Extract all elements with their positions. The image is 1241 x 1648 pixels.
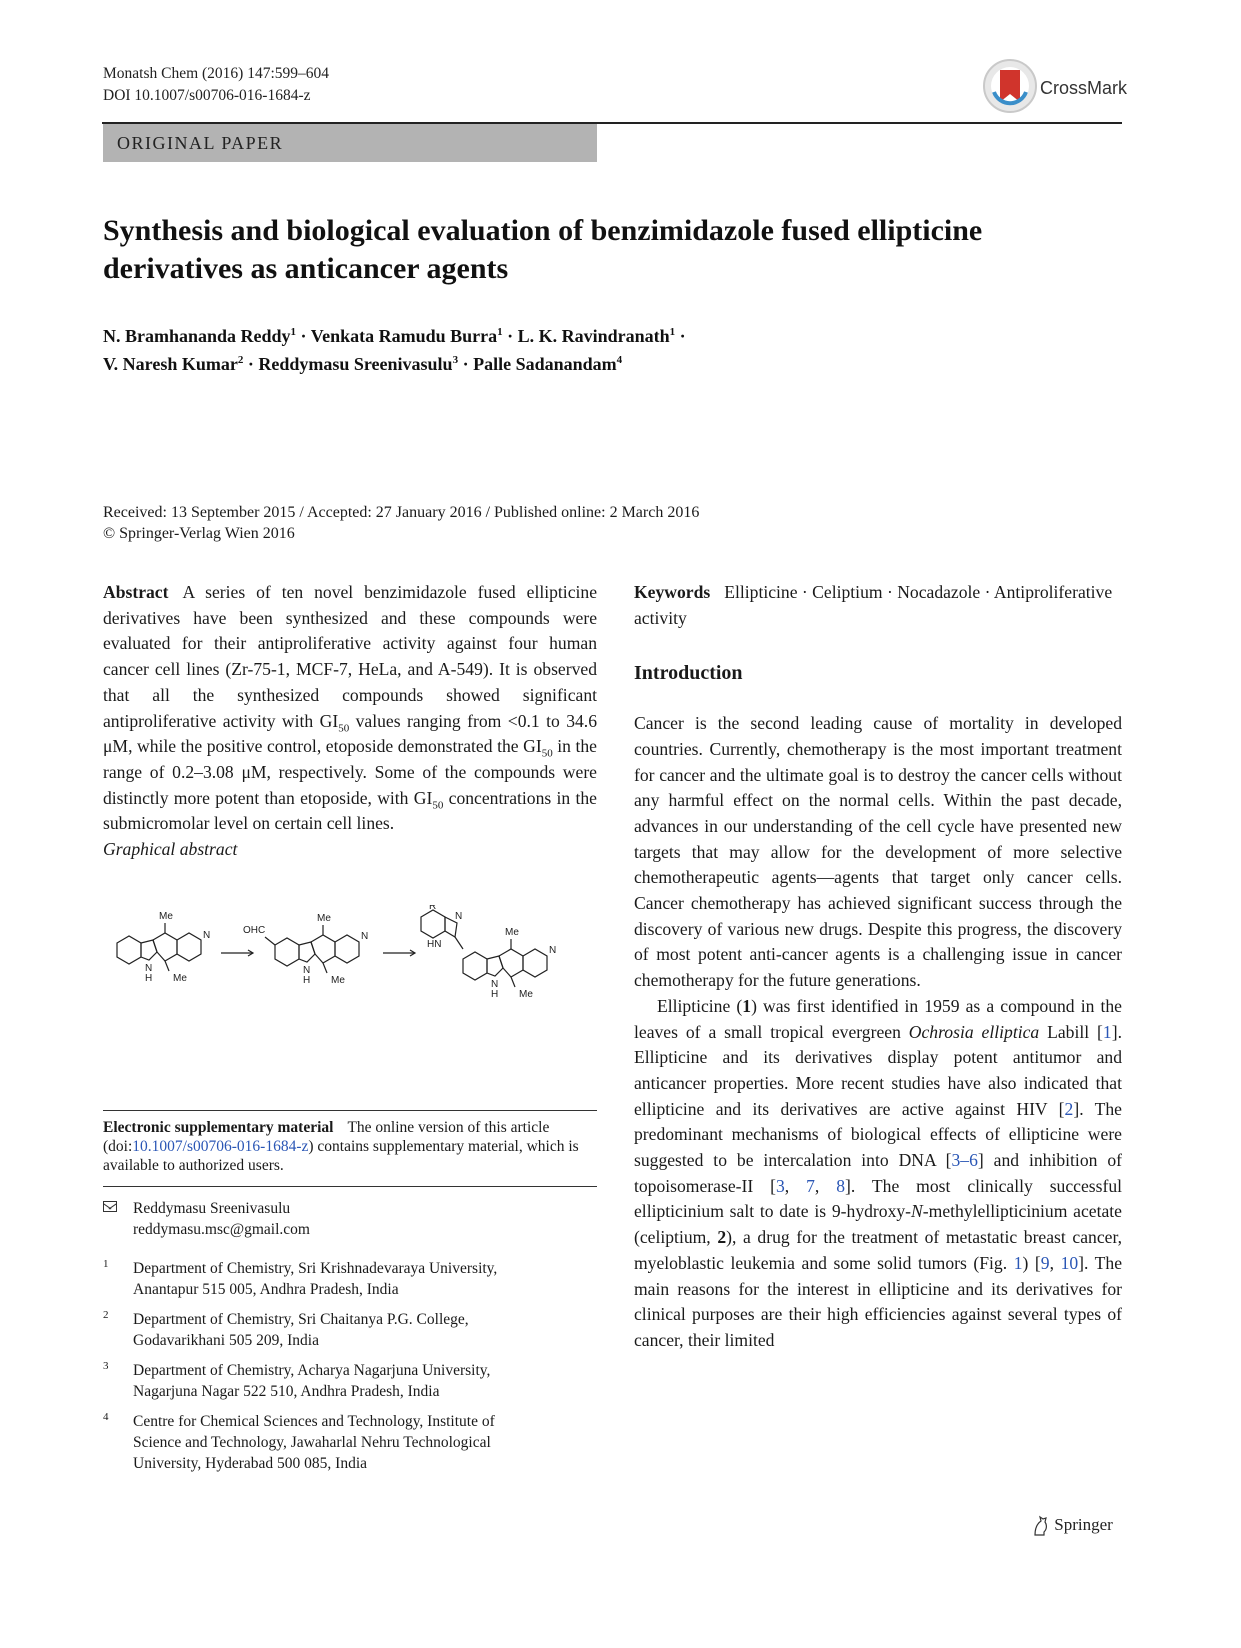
hydrogen-label: H <box>145 973 153 984</box>
footnote-rule <box>103 1186 597 1187</box>
left-column <box>103 580 597 863</box>
corresponding-author-email[interactable]: reddymasu.msc@gmail.com <box>133 1221 310 1238</box>
graphical-abstract-label: Graphical abstract <box>103 839 238 860</box>
citation-link[interactable]: 2 <box>1064 1098 1074 1119</box>
paper-title: Synthesis and biological evaluation of benzimidazole fused ellipticine derivatives as anticancer agents <box>103 214 983 285</box>
esm-label: Electronic supplementary material <box>103 1119 334 1136</box>
author-affiliation-marker: 1 <box>669 326 676 338</box>
author-name[interactable]: N. Bramhananda Reddy <box>103 326 291 346</box>
methyl-label: Me <box>173 973 187 984</box>
journal-citation: Monatsh Chem (2016) 147:599–604 <box>103 65 330 82</box>
publication-dates <box>103 502 1123 544</box>
history-line: Received: 13 September 2015 / Accepted: 27 January 2016 / Published online: 2 March 2016 <box>103 504 700 521</box>
aldehyde-label: OHC <box>243 925 266 936</box>
author-affiliation-marker: 3 <box>452 354 459 366</box>
corresponding-author-name: Reddymasu Sreenivasulu <box>133 1200 291 1217</box>
nitrogen-label: N <box>361 931 369 942</box>
figure-link[interactable]: 1 <box>1013 1252 1023 1273</box>
nh-label: N <box>491 979 499 990</box>
copyright-line: © Springer-Verlag Wien 2016 <box>103 525 295 542</box>
introduction-paragraph: Cancer is the second leading cause of mortality in developed countries. Currently, chemotherapy is the most important treatment for cancer and the ultimate goal is to destroy the cancer cells without any harmful effect on the normal cells. Within the past decade, advances in our understanding of the cell cycle have presented new targets that may allow for the development of more selective chemotherapeutic agents—agents that target only cancer cells. Cancer chemotherapy has achieved significant success through the discovery of various new drugs. Despite this progress, the discovery of most potent anti-cancer agents is a challenging issue in cancer chemotherapy for the future generations. <box>634 713 1122 991</box>
author-name[interactable]: L. K. Ravindranath <box>517 326 670 346</box>
citation-link[interactable]: 3–6 <box>951 1150 978 1171</box>
methyl-label: Me <box>159 911 173 922</box>
hydrogen-label: H <box>491 989 499 1000</box>
publisher-name: Springer <box>1054 1515 1113 1534</box>
r-group-label: R <box>429 905 437 912</box>
citation-link[interactable]: 8 <box>836 1175 846 1196</box>
graphical-abstract-scheme <box>103 905 597 1045</box>
author-name[interactable]: Palle Sadanandam <box>473 354 617 374</box>
envelope-icon <box>103 1201 117 1212</box>
crossmark-badge[interactable] <box>982 58 1142 118</box>
crossmark-icon <box>982 58 1038 114</box>
springer-horse-icon <box>1032 1515 1050 1537</box>
section-label: ORIGINAL PAPER <box>103 124 597 162</box>
abstract-label: Abstract <box>103 582 169 602</box>
introduction-paragraph: Ellipticine (1) was first identified in 1959 as a compound in the leaves of a small tropical evergreen Ochrosia elliptica Labill [1]. Ellipticine and its derivatives display potent antitumor and anticancer properties. More recent studies have also indicated that ellipticine and its derivatives are active against HIV [2]. The predominant mechanisms of biological effects of ellipticine were suggested to be intercalation into DNA [3–6] and inhibition of topoisomerase-II [3, 7, 8]. The most clinically successful ellipticinium salt to date is 9-hydroxy-N-methylellipticinium acetate (celiptium, 2), a drug for the treatment of metastatic breast cancer, myeloblastic leukemia and some solid tumors (Fig. 1) [9, 10]. The main reasons for the interest in ellipticine and its derivatives for clinical purposes are their high efficiencies against several types of cancer, their limited <box>634 995 1123 1350</box>
author-name[interactable]: Reddymasu Sreenivasulu <box>258 354 453 374</box>
methyl-label: Me <box>331 975 345 986</box>
citation-link[interactable]: 9 <box>1040 1252 1050 1273</box>
right-column <box>634 580 1122 1354</box>
author-affiliation-marker: 4 <box>616 354 623 366</box>
author-affiliation-marker: 1 <box>290 326 297 338</box>
nitrogen-label: N <box>203 930 211 941</box>
author-name[interactable]: V. Naresh Kumar <box>103 354 238 374</box>
author-name[interactable]: Venkata Ramudu Burra <box>310 326 498 346</box>
footnote-rule <box>103 1110 597 1111</box>
methyl-label: Me <box>317 913 331 924</box>
reaction-scheme-figure <box>103 905 597 1045</box>
hn-label: HN <box>427 939 442 950</box>
abstract: Abstract A series of ten novel benzimidazole fused ellipticine derivatives have been synthesized and these compounds were evaluated for their antiproliferative activity against four human cancer cell lines (Zr-75-1, MCF-7, HeLa, and A-549). It is observed that all the synthesized compounds showed significant antiproliferative activity with $GI_{50}$ values ranging from <0.1 to 34.6 μM, while the positive control, etoposide demonstrated the $GI_{50}$ in the range of 0.2–3.08 μM, respectively. Some of the compounds were distinctly more potent than etoposide, with $GI_{50}$ concentrations in the submicromolar level on certain cell lines. <box>103 582 597 834</box>
citation-link[interactable]: 1 <box>1102 1021 1112 1042</box>
nitrogen-label: N <box>549 945 557 956</box>
doi-line: DOI 10.1007/s00706-016-1684-z <box>103 87 311 104</box>
nitrogen-label: N <box>455 911 463 922</box>
methyl-label: Me <box>505 927 519 938</box>
keywords: Keywords Ellipticine · Celiptium · Nocadazole · Antiproliferative activity <box>634 582 1113 628</box>
citation-link[interactable]: 3 <box>776 1175 785 1196</box>
nh-label: N <box>303 965 311 976</box>
publisher-logo <box>1032 1515 1113 1537</box>
citation-link[interactable]: 7 <box>806 1175 815 1196</box>
section-heading: Introduction <box>634 662 743 685</box>
citation-link[interactable]: 10 <box>1060 1252 1079 1273</box>
methyl-label: Me <box>519 989 533 1000</box>
supplementary-material-note: Electronic supplementary material The online version of this article (doi:10.1007/s00706-016-1684-z) contains supplementary material, which is available to authorized users. <box>103 1119 579 1174</box>
keywords-label: Keywords <box>634 582 711 602</box>
crossmark-label: CrossMark <box>1040 78 1128 98</box>
author-list: N. Bramhananda Reddy$^1$ · Venkata Ramudu Burra$^1$ · L. K. Ravindranath$^1$ · V. Naresh Kumar$^2$ · Reddymasu Sreenivasulu$^3$ · Palle Sadanandam$^4$ <box>103 326 686 374</box>
doi-link[interactable]: 10.1007/s00706-016-1684-z <box>132 1138 309 1155</box>
author-affiliation-marker: 1 <box>497 326 503 338</box>
nh-label: N <box>145 963 153 974</box>
author-affiliation-marker: 2 <box>237 354 244 366</box>
corresponding-author <box>103 1198 597 1240</box>
hydrogen-label: H <box>303 975 311 986</box>
